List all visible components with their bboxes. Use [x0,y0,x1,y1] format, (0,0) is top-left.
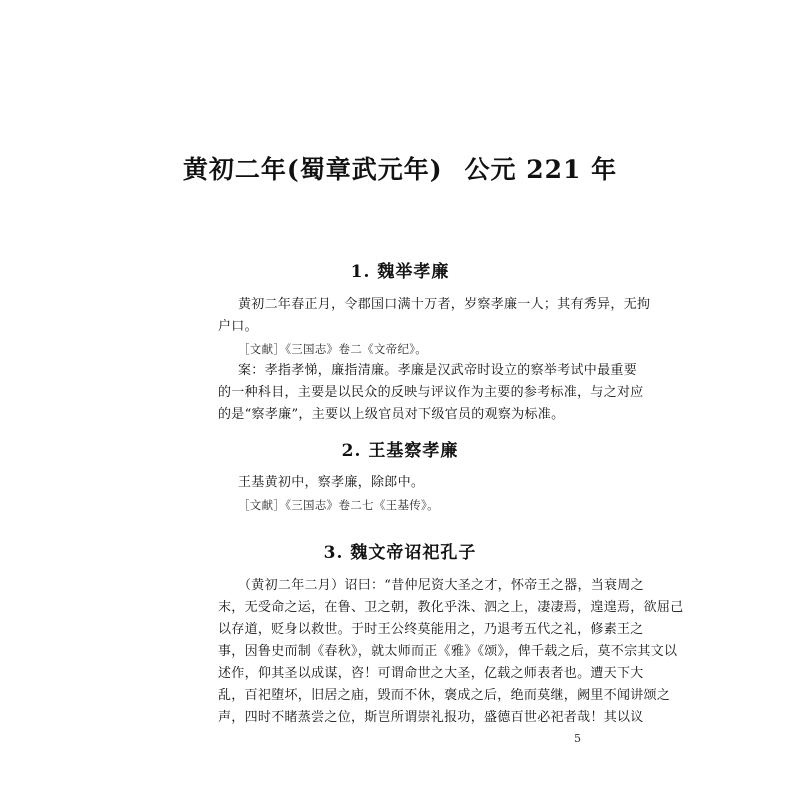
text-line: 户口。 [218,319,258,334]
text-line: （黄初二年二月）诏曰：“昔仲尼资大圣之才，怀帝王之器，当衰周之 [238,578,644,593]
text-line: 黄初二年春正月，令郡国口满十万者，岁察孝廉一人；其有秀异，无拘 [238,297,651,312]
text-line: 末，无受命之运，在鲁、卫之朝，教化乎洙、泗之上，凄凄焉，遑遑焉，欲屈己 [218,600,684,615]
section-2-body [218,472,600,516]
text-line: 乱，百祀堕坏，旧居之庙，毁而不休，褒成之后，绝而莫继，阙里不闻讲颂之 [218,688,671,703]
section-heading-1: 1. 魏举孝廉 [350,262,450,282]
text-line: 述作，仰其圣以成谋，咨！可谓命世之大圣，亿载之师表者也。遭天下大 [218,666,644,681]
text-line: 声，四时不睹蒸尝之位，斯岂所谓崇礼报功，盛德百世必祀者哉！其以议 [218,710,644,725]
text-line: 事，因鲁史而制《春秋》，就太师而正《雅》《颂》，俾千载之后，莫不宗其文以 [218,644,678,659]
section-heading-3: 3. 魏文帝诏祀孔子 [323,543,477,563]
source-citation: ［文献］《三国志》卷二七《王基传》。 [238,498,439,512]
page-number: 5 [574,732,581,745]
text-line: 的一种科目，主要是以民众的反映与评议作为主要的参考标准，与之对应 [218,385,644,400]
section-1-body [218,294,651,426]
source-citation: ［文献］《三国志》卷二《文帝纪》。 [238,342,428,356]
text-line: 以存道，贬身以救世。于时王公终莫能用之，乃退考五代之礼，修素王之 [218,622,644,637]
chapter-title-ad: 公元 221 年 [464,155,618,184]
text-line: 的是“察孝廉”，主要以上级官员对下级官员的观察为标准。 [218,407,565,422]
text-line: 王基黄初中，察孝廉，除郎中。 [238,475,425,490]
section-heading-2: 2. 王基察孝廉 [341,441,459,461]
section-3-body [218,575,684,729]
chapter-title-year: 黄初二年(蜀章武元年) [182,155,443,184]
text-line: 案：孝指孝悌，廉指清廉。孝廉是汉武帝时设立的察举考试中最重要 [238,363,638,378]
chapter-title [0,150,800,186]
